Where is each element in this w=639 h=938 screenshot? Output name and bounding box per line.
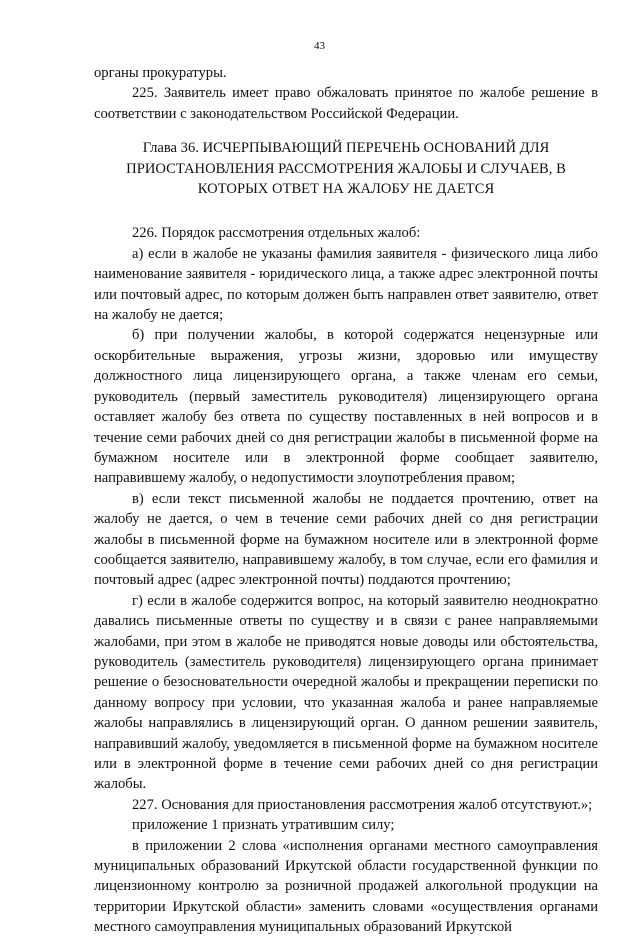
paragraph-225: 225. Заявитель имеет право обжаловать принятое по жалобе решение в соответствии с законодательством Российской Федерации. bbox=[94, 85, 598, 122]
paragraph-prokuratura: органы прокуратуры. bbox=[94, 65, 227, 81]
page-number: 43 bbox=[314, 40, 325, 52]
chapter-heading-line-1: Глава 36. ИСЧЕРПЫВАЮЩИЙ ПЕРЕЧЕНЬ ОСНОВАНИЙ ДЛЯ bbox=[142, 140, 550, 157]
paragraph-227: 227. Основания для приостановления рассмотрения жалоб отсутствуют.»; bbox=[132, 796, 593, 813]
paragraph-226: 226. Порядок рассмотрения отдельных жалоб: bbox=[132, 225, 421, 242]
chapter-heading-line-2: ПРИОСТАНОВЛЕНИЯ РАССМОТРЕНИЯ ЖАЛОБЫ И СЛУЧАЕВ, В bbox=[126, 160, 566, 177]
paragraph-226-v: в) если текст письменной жалобы не поддается прочтению, ответ на жалобу не дается, о чем в течение семи рабочих дней со дня регистрации жалобы в письменной форме на бумажном носителе или в электронной форме сообщается заявителю, направившему жалобу, в том случае, если его фамилия и почтовый адрес (адрес электронной почты) поддаются прочтению; bbox=[94, 490, 598, 589]
paragraph-226-b: б) при получении жалобы, в которой содержатся нецензурные или оскорбительные выражения, угрозы жизни, здоровью или имуществу должностного лица лицензирующего органа, а также членам его семьи, руководитель (первый заместитель руководителя) лицензирующего органа оставляет жалобу без ответа по существу поставленных в ней вопросов и в течение семи рабочих дней со дня регистрации жалобы в письменной форме на бумажном носителе или в электронной форме сообщает заявителю, направившему жалобу, о недопустимости злоупотребления правом; bbox=[94, 327, 598, 487]
paragraph-prilozhenie-1: приложение 1 признать утратившим силу; bbox=[132, 817, 395, 834]
paragraph-226-g: г) если в жалобе содержится вопрос, на который заявителю неоднократно давались письменные ответы по существу и в связи с ранее направляемыми жалобами, при этом в жалобе не приводятся новые доводы или обстоятельства, руководитель (заместитель руководителя) лицензирующего органа принимает решение о безосновательности очередной жалобы и прекращении переписки по данному вопросу при условии, что указанная жалоба и ранее направляемые жалобы направлялись в лицензирующий орган. О данном решении заявитель, направивший жалобу, уведомляется в письменной форме на бумажном носителе или в электронной форме в течение семи рабочих дней со дня регистрации жалобы. bbox=[94, 592, 598, 793]
chapter-heading bbox=[94, 138, 598, 199]
chapter-heading-line-3: КОТОРЫХ ОТВЕТ НА ЖАЛОБУ НЕ ДАЕТСЯ bbox=[197, 181, 495, 198]
paragraph-prilozhenie-2: в приложении 2 слова «исполнения органами местного самоуправления муниципальных образований Иркутской области государственной функции по лицензионному контролю за розничной продажей алкогольной продукции на территории Иркутской области» заменить словами «осуществления органами местного самоуправления муниципальных образований Иркутской bbox=[94, 837, 598, 936]
paragraph-226-a: а) если в жалобе не указаны фамилия заявителя - физического лица либо наименование заявителя - юридического лица, а также адрес электронной почты или почтовый адрес, по которым должен быть направлен ответ заявителю, ответ на жалобу не дается; bbox=[94, 245, 598, 324]
document-body bbox=[94, 63, 598, 938]
